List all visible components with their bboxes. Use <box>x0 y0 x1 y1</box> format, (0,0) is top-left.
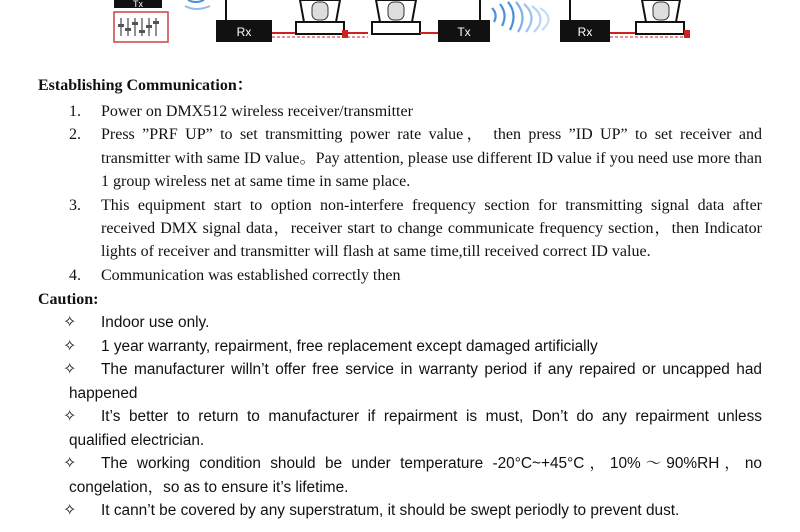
wireless-setup-diagram <box>0 0 800 72</box>
moving-head-light-2 <box>372 0 420 34</box>
list-item <box>0 499 800 523</box>
caution-list <box>0 311 800 523</box>
rx-unit-2 <box>560 0 610 42</box>
step-text: This equipment start to option non-interfere frequency section for transmitting signal data after received DMX signal data，receiver start to change communicate frequency section，then Indicator lights of receiver and transmitter will flash at same time,till received correct ID value. <box>101 196 763 261</box>
section-heading-caution: Caution: <box>38 291 99 308</box>
section-heading-communication: Establishing Communication： <box>38 77 253 94</box>
list-item <box>0 311 800 335</box>
list-item <box>0 452 800 499</box>
list-item <box>0 194 800 264</box>
communication-steps-list <box>0 100 800 287</box>
caution-text: The working condition should be under temperature -20°C~+45°C，10%～90%RH，no congelation，so as to ensure it’s lifetime. <box>69 455 762 496</box>
tx-controller-left <box>114 0 168 42</box>
caution-text: It’s better to return to manufacturer if repairment is must, Don’t do any repairment unless qualified electrician. <box>69 408 762 449</box>
step-text: Power on DMX512 wireless receiver/transmitter <box>101 103 413 120</box>
signal-waves-mid <box>492 2 549 32</box>
list-item <box>0 100 800 123</box>
list-item <box>0 405 800 452</box>
rx-label-2: Rx <box>577 25 593 39</box>
list-item <box>0 123 800 193</box>
list-item <box>0 358 800 405</box>
step-text: Communication was established correctly then <box>101 266 401 284</box>
sparkle-bullet-icon: ✧ <box>63 455 77 472</box>
moving-head-light-3 <box>636 0 684 34</box>
step-number: 3. <box>69 196 81 214</box>
tx-label-mid: Tx <box>457 25 471 39</box>
step-number: 1. <box>69 103 81 120</box>
list-item <box>0 264 800 287</box>
list-item <box>0 335 800 359</box>
caution-text: The manufacturer willn’t offer free service in warranty period if any repaired or uncapped had happened <box>69 361 762 402</box>
step-number: 4. <box>69 266 81 284</box>
sparkle-bullet-icon: ✧ <box>63 408 77 425</box>
caution-text: 1 year warranty, repairment, free replacement except damaged artificially <box>101 337 598 355</box>
moving-head-light-1 <box>296 0 344 34</box>
sparkle-bullet-icon: ✧ <box>63 314 77 331</box>
sparkle-bullet-icon: ✧ <box>63 502 77 519</box>
tx-unit <box>438 0 490 42</box>
step-text: Press ”PRF UP” to set transmitting power rate value， then press ”ID UP” to set receiver and transmitter with same ID value。Pay attention, please use different ID value if you need use more than 1 group wireless net at same time in same place. <box>101 126 762 191</box>
caution-text: It cann’t be covered by any superstratum, it should be swept periodly to prevent dust. <box>101 502 680 519</box>
caution-text: Indoor use only. <box>101 314 210 331</box>
sparkle-bullet-icon: ✧ <box>63 361 77 378</box>
signal-waves-left <box>185 0 210 9</box>
rx-unit-1 <box>216 0 272 42</box>
step-number: 2. <box>69 126 81 144</box>
sparkle-bullet-icon: ✧ <box>63 337 77 355</box>
rx-label-1: Rx <box>236 25 252 39</box>
tx-label-top: Tx <box>133 0 143 9</box>
